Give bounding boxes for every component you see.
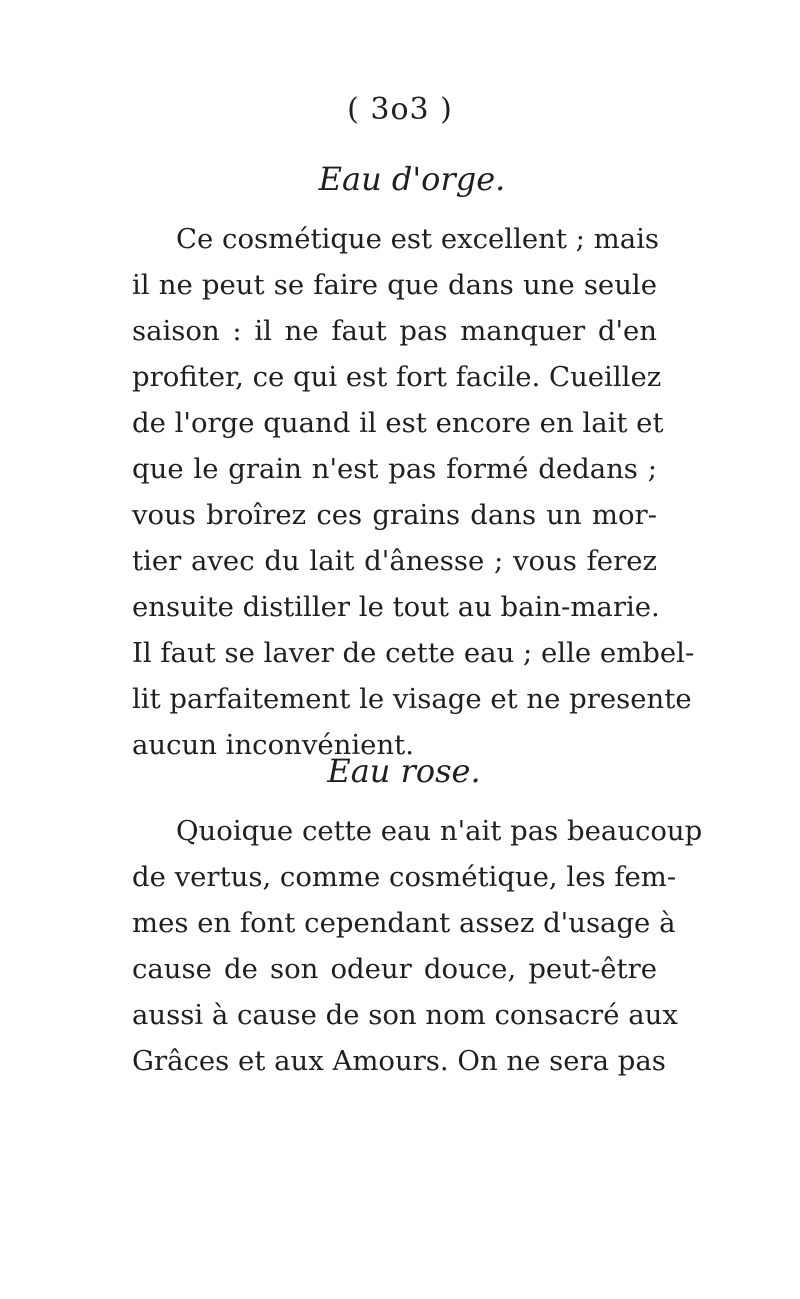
text-line: cause de son odeur douce, peut-être	[132, 953, 657, 985]
paragraph-eau-d-orge	[132, 216, 695, 768]
text-line: de vertus, comme cosmétique, les fem-	[132, 861, 677, 893]
paragraph-eau-rose	[132, 808, 703, 1084]
text-line: tier avec du lait d'ânesse ; vous ferez	[132, 545, 657, 577]
section-heading-eau-rose: Eau rose.	[327, 752, 481, 790]
text-line: Il faut se laver de cette eau ; elle embel-	[132, 637, 695, 669]
text-line: Ce cosmétique est excellent ; mais	[176, 223, 660, 255]
text-line: mes en font cependant assez d'usage à	[132, 907, 676, 939]
text-line: aucun inconvénient.	[132, 729, 414, 761]
text-line: Quoique cette eau n'ait pas beaucoup	[176, 815, 703, 847]
text-line: vous broîrez ces grains dans un mor-	[132, 499, 657, 531]
text-line: lit parfaitement le visage et ne presente	[132, 683, 692, 715]
text-line: profiter, ce qui est fort facile. Cueillez	[132, 361, 662, 393]
page-number: ( 3o3 )	[347, 92, 453, 127]
text-line: saison : il ne faut pas manquer d'en	[132, 315, 657, 347]
text-line: il ne peut se faire que dans une seule	[132, 269, 657, 301]
text-line: de l'orge quand il est encore en lait et	[132, 407, 664, 439]
section-heading-eau-d-orge: Eau d'orge.	[318, 160, 506, 198]
text-line: ensuite distiller le tout au bain-marie.	[132, 591, 660, 623]
text-line: aussi à cause de son nom consacré aux	[132, 999, 678, 1031]
text-line: que le grain n'est pas formé dedans ;	[132, 453, 657, 485]
text-line: Grâces et aux Amours. On ne sera pas	[132, 1045, 666, 1077]
